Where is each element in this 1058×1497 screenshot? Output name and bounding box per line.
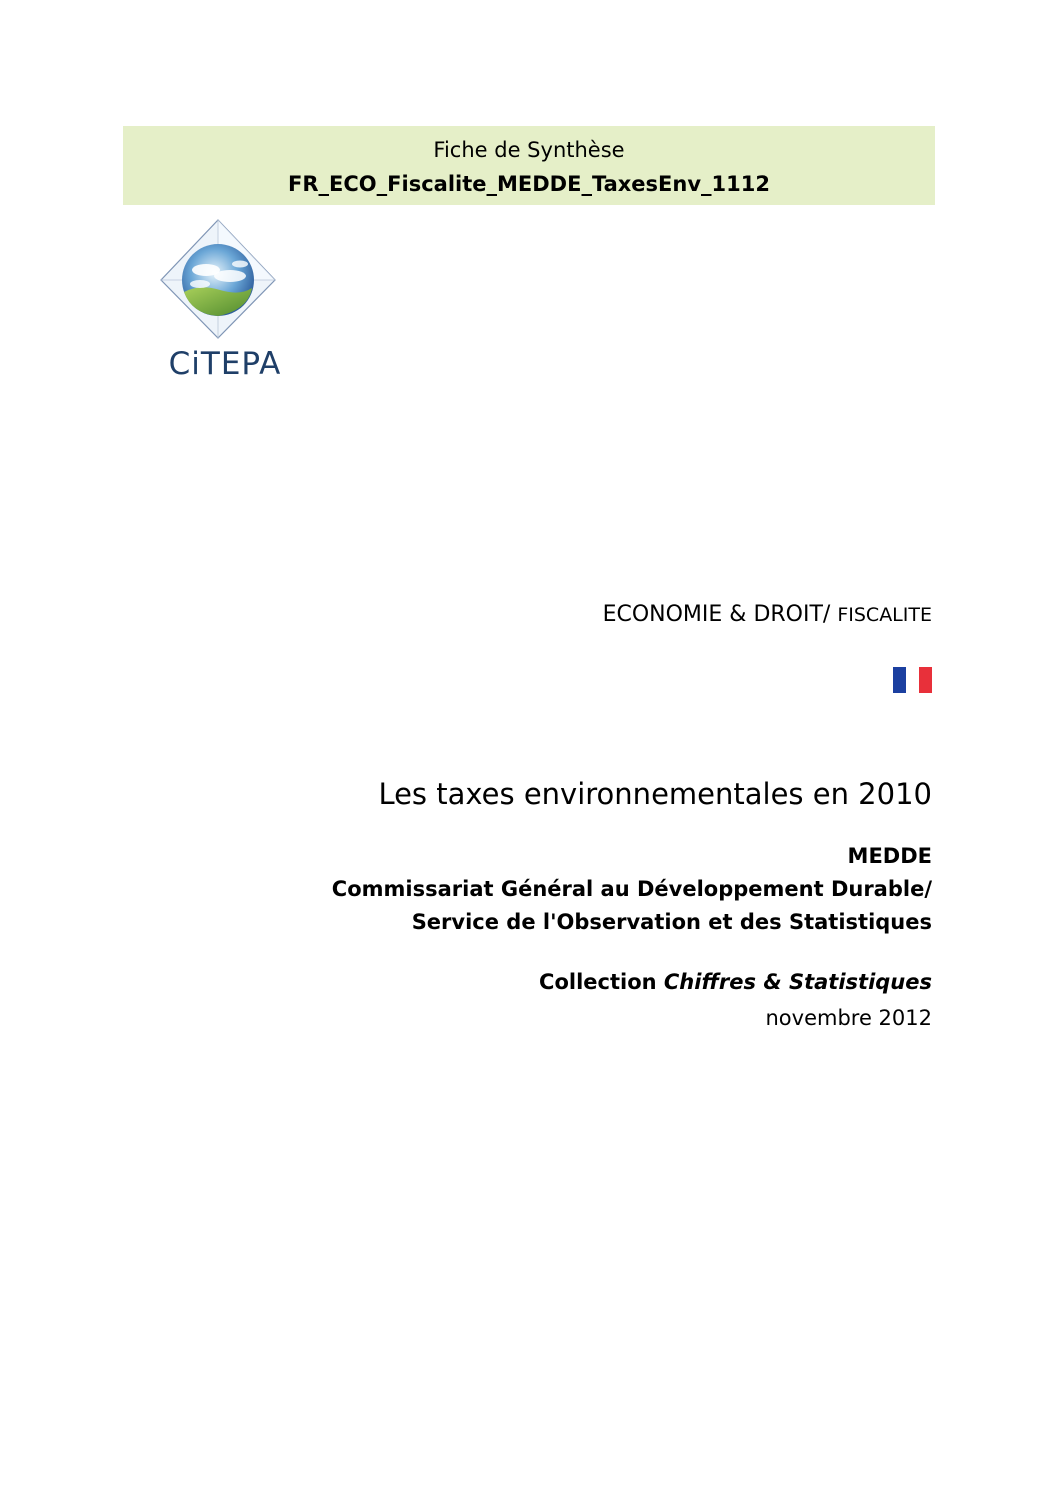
globe-diamond-logo-icon [140,218,310,348]
flag-blue-stripe [893,667,906,693]
header-reference: FR_ECO_Fiscalite_MEDDE_TaxesEnv_1112 [288,172,770,196]
publication-date: novembre 2012 [765,1006,932,1030]
organization: MEDDE [847,844,932,868]
document-title: Les taxes environnementales en 2010 [378,777,932,811]
collection-label: Collection [539,970,664,994]
section-main: ECONOMIE & DROIT/ [602,602,838,627]
header-title: Fiche de Synthèse [433,138,625,162]
flag-red-stripe [919,667,932,693]
author-block [332,840,932,939]
section-heading [603,602,932,627]
collection [539,970,932,994]
logo-wordmark: CiTEPA [168,346,282,382]
department-line-2: Service de l'Observation et des Statistiques [411,910,932,934]
collection-name: Chiffres & Statistiques [663,970,932,994]
section-sub: FISCALITE [837,604,932,626]
french-flag-icon [893,667,932,693]
department-line-1: Commissariat Général au Développement Durable/ [331,877,932,901]
citepa-logo [140,218,310,388]
flag-white-stripe [906,667,919,693]
header-band [123,126,935,205]
